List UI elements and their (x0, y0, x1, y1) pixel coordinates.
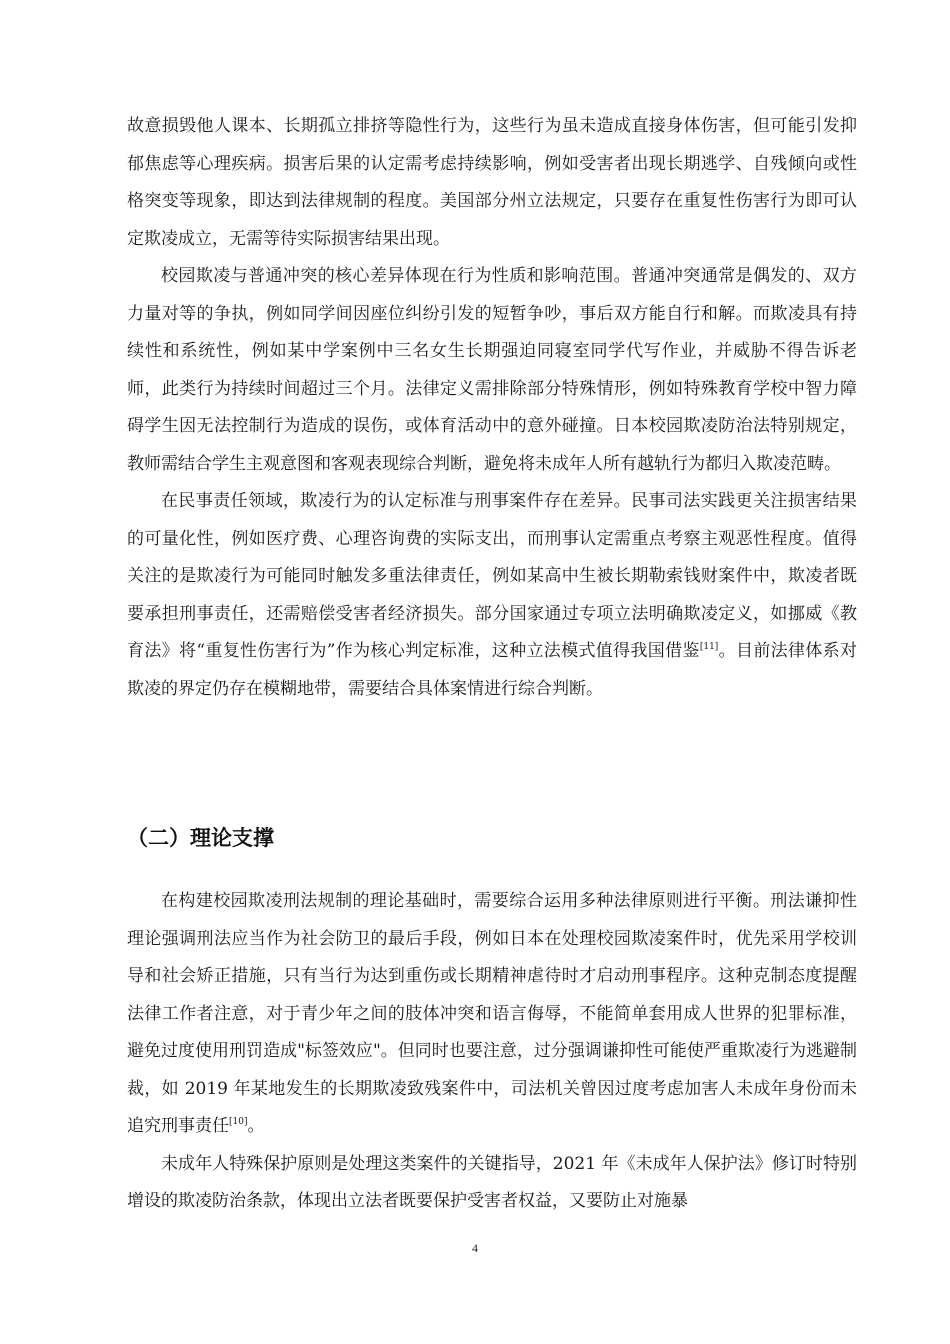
body-text-bottom (127, 883, 857, 1221)
citation-10: [10] (229, 1117, 248, 1127)
page-number: 4 (472, 1241, 478, 1255)
paragraph-3: 在民事责任领域，欺凌行为的认定标准与刑事案件存在差异。民事司法实践更关注损害结果的可量化性，例如医疗费、心理咨询费的实际支出，而刑事认定需重点考察主观恶性程度。值得关注的是欺凌行为可能同时触发多重法律责任，例如某高中生被长期勒索钱财案件中，欺凌者既要承担刑事责任，还需赔偿受害者经济损失。部分国家通过专项立法明确欺凌定义，如挪威《教育法》将“重复性伤害行为”作为核心判定标准，这种立法模式值得我国借鉴[11]。目前法律体系对欺凌的界定仍存在模糊地带，需要结合具体案情进行综合判断。 (127, 491, 858, 699)
paragraph-4: 在构建校园欺凌刑法规制的理论基础时，需要综合运用多种法律原则进行平衡。刑法谦抑性理论强调刑法应当作为社会防卫的最后手段，例如日本在处理校园欺凌案件时，优先采用学校训导和社会矫正措施，只有当行为达到重伤或长期精神虐待时才启动刑事程序。这种克制态度提醒法律工作者注意，对于青少年之间的肢体冲突和语言侮辱，不能简单套用成人世界的犯罪标准，避免过度使用刑罚造成"标签效应"。但同时也要注意，过分强调谦抑性可能使严重欺凌行为逃避制裁，如 2019 年某地发生的长期欺凌致残案件中，司法机关曾因过度考虑加害人未成年身份而未追究刑事责任[10]。 (127, 891, 857, 1136)
paragraph-1: 故意损毁他人课本、长期孤立排挤等隐性行为，这些行为虽未造成直接身体伤害，但可能引发抑郁焦虑等心理疾病。损害后果的认定需考虑持续影响，例如受害者出现长期逃学、自残倾向或性格突变等现象，即达到法律规制的程度。美国部分州立法规定，只要存在重复性伤害行为即可认定欺凌成立，无需等待实际损害结果出现。 (127, 116, 857, 249)
citation-11: [11] (699, 642, 719, 652)
paragraph-2: 校园欺凌与普通冲突的核心差异体现在行为性质和影响范围。普通冲突通常是偶发的、双方力量对等的争执，例如同学间因座位纠纷引发的短暂争吵，事后双方能自行和解。而欺凌具有持续性和系统性，例如某中学案例中三名女生长期强迫同寝室同学代写作业，并威胁不得告诉老师，此类行为持续时间超过三个月。法律定义需排除部分特殊情形，例如特殊教育学校中智力障碍学生因无法控制行为造成的误伤，或体育活动中的意外碰撞。日本校园欺凌防治法特别规定，教师需结合学生主观意图和客观表现综合判断，避免将未成年人所有越轨行为都归入欺凌范畴。 (127, 266, 857, 474)
section-heading: （二）理论支撑 (127, 826, 274, 850)
body-text-top (127, 108, 857, 708)
paragraph-5: 未成年人特殊保护原则是处理这类案件的关键指导，2021 年《未成年人保护法》修订时特别增设的欺凌防治条款，体现出立法者既要保护受害者权益，又要防止对施暴 (127, 1153, 857, 1211)
